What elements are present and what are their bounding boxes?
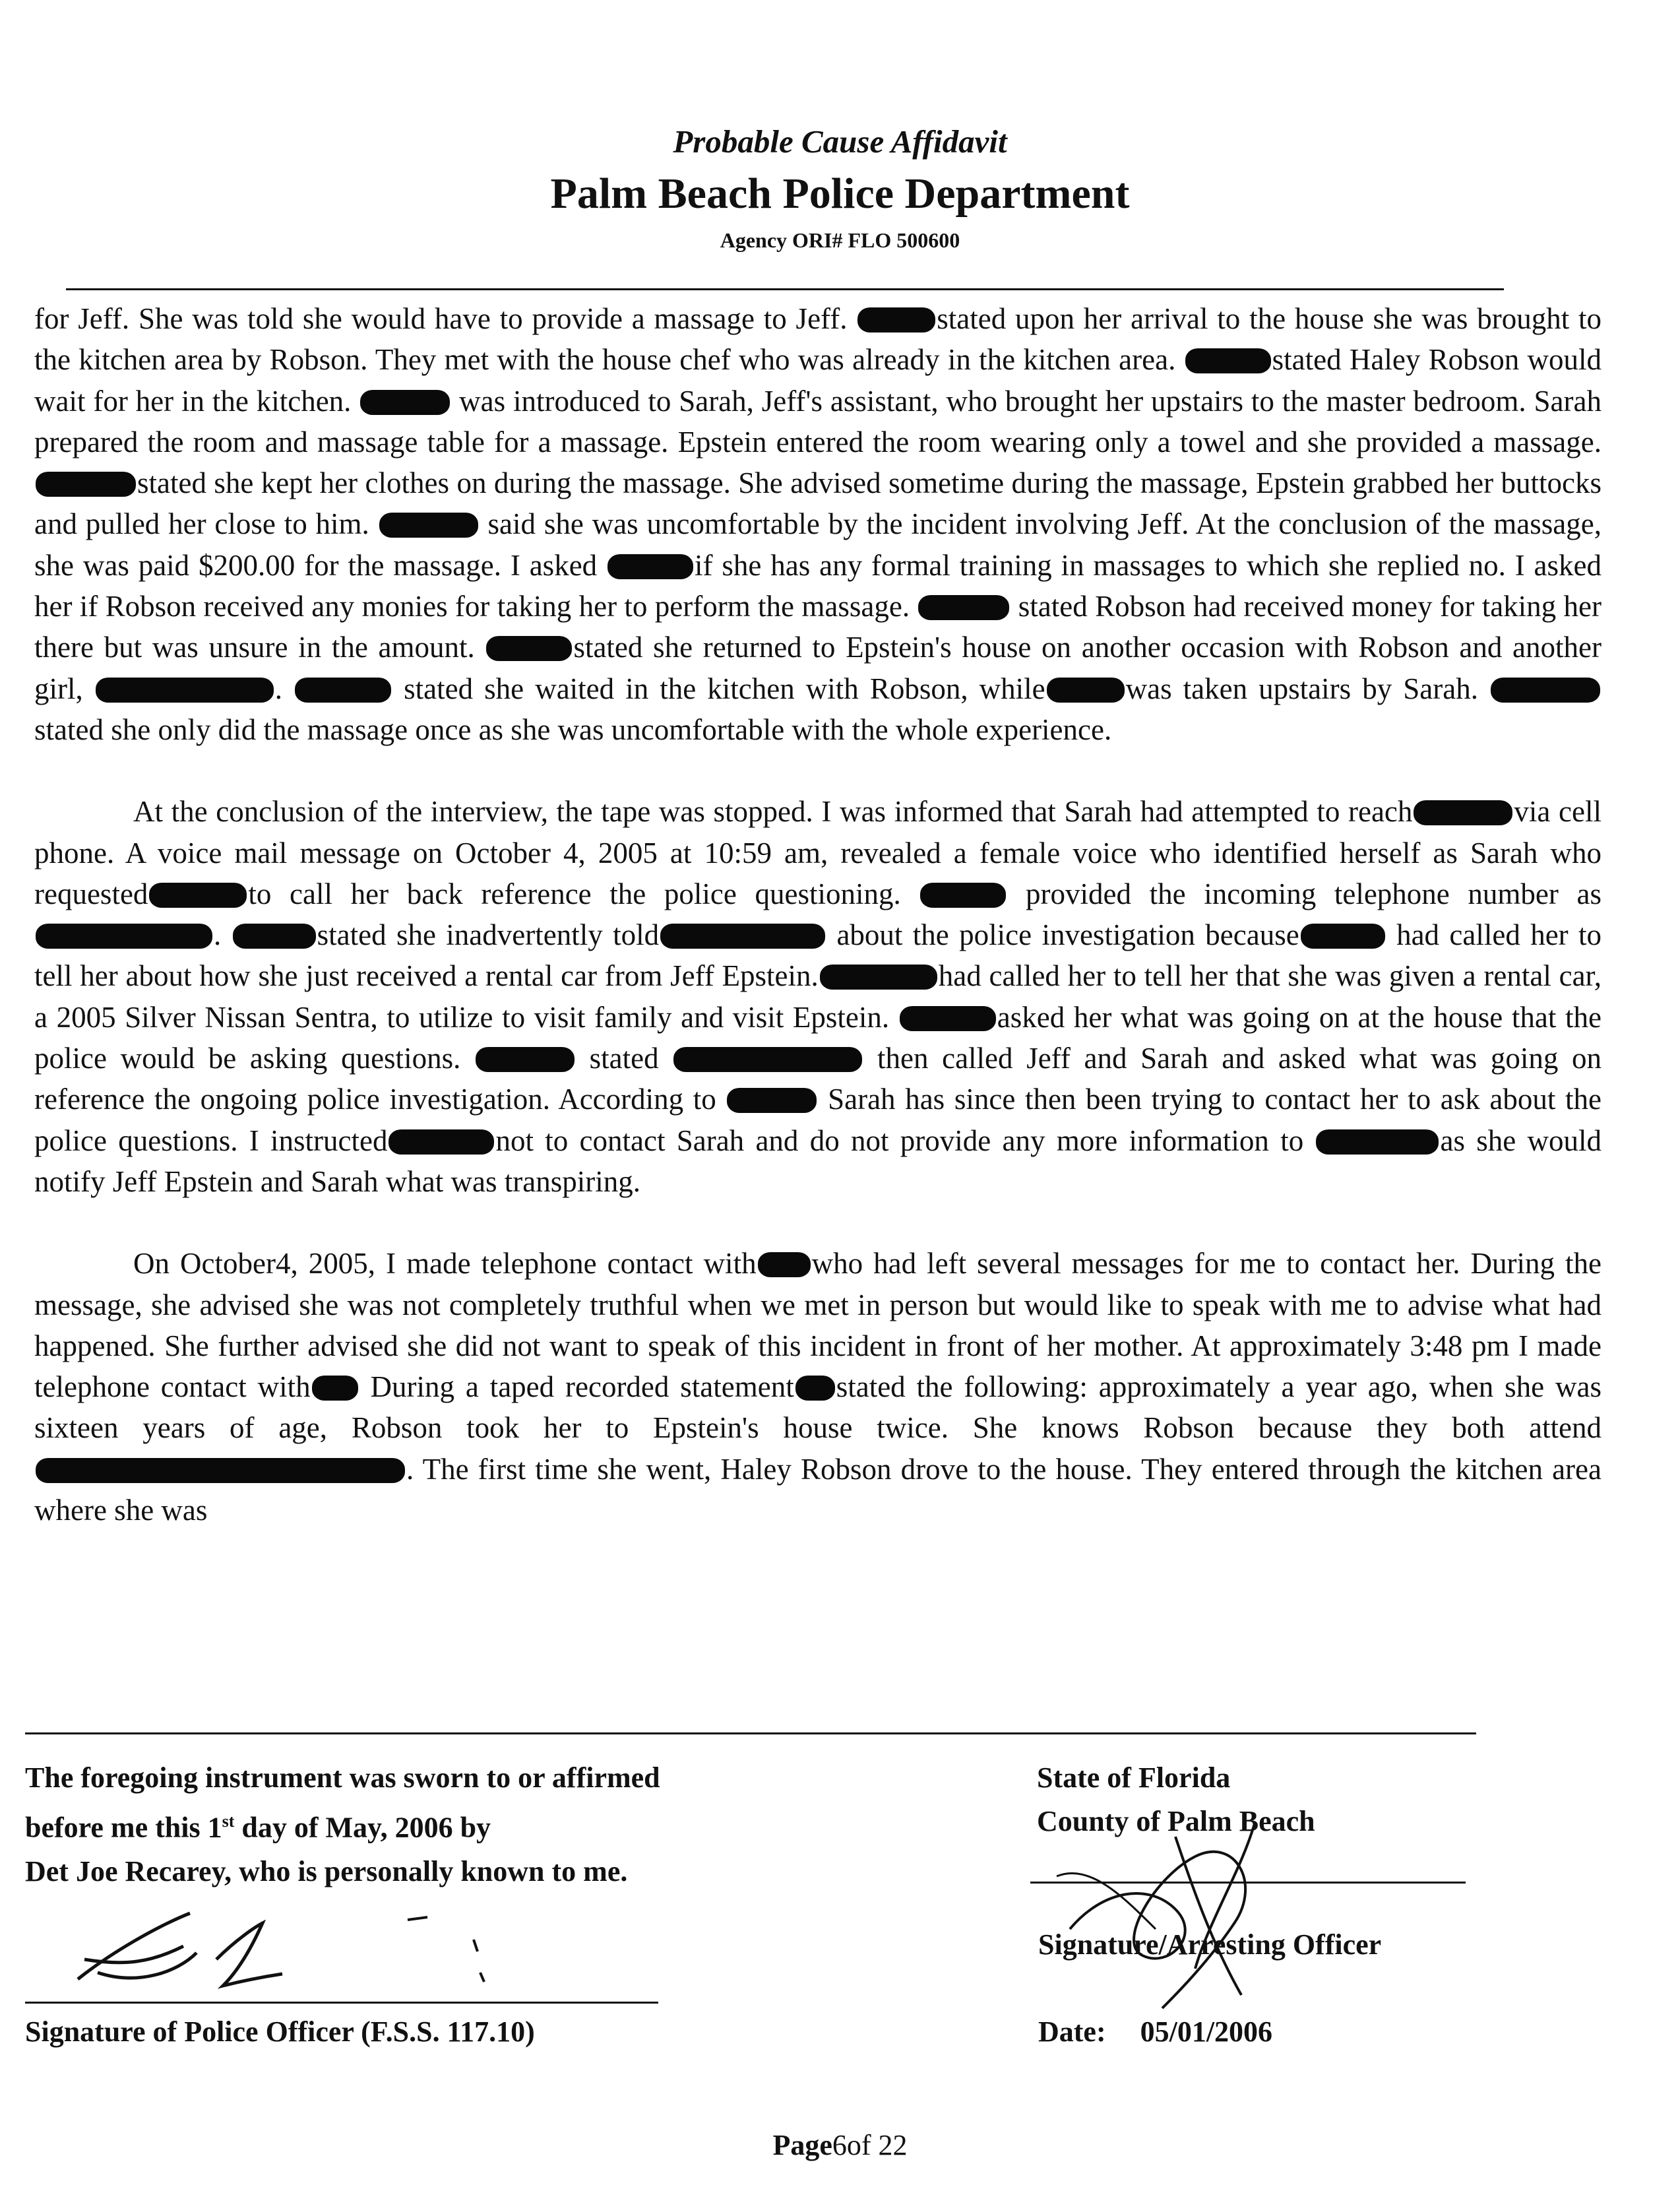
- redaction: [149, 883, 247, 908]
- redaction: [607, 554, 693, 579]
- county-label: County of Palm Beach: [1037, 1805, 1315, 1837]
- paragraph-2: At the conclusion of the interview, the tape was stopped. I was informed that Sarah had attempted to reach via cell phone. A voice mail message on October 4, 2005 at 10:59 am, revealed a female voice who identified herself as Sarah who requested to call her back reference the police questioning. provided the incoming telephone number as. stated she inadvertently told about the police investigation because had called her to tell her about how she just received a rental car from Jeff Epstein. had called her to tell her that she was given a rental car, a 2005 Silver Nissan Sentra, to utilize to visit family and visit Epstein. asked her what was going on at the house that the police would be asking questions. stated then called Jeff and Sarah and asked what was going on reference the ongoing police investigation. According to Sarah has since then been trying to contact her to ask about the police questions. I instructed not to contact Sarah and do not provide any more information to as she would notify Jeff Epstein and Sarah what was transpiring.: [34, 795, 1602, 1198]
- redaction: [727, 1088, 817, 1113]
- redaction: [673, 1047, 862, 1072]
- police-officer-signature: [58, 1900, 520, 1999]
- redaction: [820, 965, 937, 990]
- redaction: [758, 1252, 811, 1277]
- redaction: [1316, 1129, 1439, 1155]
- redaction: [1491, 678, 1600, 703]
- redaction: [918, 595, 1009, 620]
- document-title: Probable Cause Affidavit: [673, 123, 1007, 160]
- redaction: [389, 1129, 494, 1155]
- signature-date: [1038, 2015, 1272, 2048]
- paragraph-1: for Jeff. She was told she would have to provide a massage to Jeff. stated upon her arrival to the house she was brought to the kitchen area by Robson. They met with the house chef who was already in the kitchen area. stated Haley Robson would wait for her in the kitchen. was introduced to Sarah, Jeff's assistant, who brought her upstairs to the master bedroom. Sarah prepared the room and massage table for a massage. Epstein entered the room wearing only a towel and she provided a massage. stated she kept her clothes on during the massage. She advised sometime during the massage, Epstein grabbed her buttocks and pulled her close to him. said she was uncomfortable by the incident involving Jeff. At the conclusion of the massage, she was paid $200.00 for the massage. I asked if she has any formal training in massages to which she replied no. I asked her if Robson received any monies for taking her to perform the massage. stated Robson had received money for taking her there but was unsure in the amount. stated she returned to Epstein's house on another occasion with Robson and another girl, . stated she waited in the kitchen with Robson, while was taken upstairs by Sarah. stated she only did the massage once as she was uncomfortable with the whole experience.: [34, 302, 1602, 746]
- paragraph-3: On October4, 2005, I made telephone contact with who had left several messages for me to contact her. During the message, she advised she was not completely truthful when we met in person but would like to speak with me to advise what had happened. She further advised she did not want to speak of this incident in front of her mother. At approximately 3:48 pm I made telephone contact with During a taped recorded statement stated the following: approximately a year ago, when she was sixteen years of age, Robson took her to Epstein's house twice. She knows Robson because they both attend. The first time she went, Haley Robson drove to the house. They entered through the kitchen area where she was: [34, 1247, 1602, 1527]
- redaction: [312, 1376, 358, 1401]
- redaction: [920, 883, 1006, 908]
- arresting-officer-label: Signature/Arresting Officer: [1038, 1928, 1382, 1961]
- header-divider: [66, 288, 1504, 290]
- redaction: [295, 678, 391, 703]
- police-officer-label: Signature of Police Officer (F.S.S. 117.10): [25, 2015, 535, 2048]
- arresting-officer-signature-line: [1030, 1882, 1466, 1884]
- redaction: [1414, 800, 1512, 825]
- date-value: 05/01/2006: [1140, 2015, 1273, 2048]
- state-label: State of Florida: [1037, 1761, 1231, 1794]
- redaction: [1301, 924, 1385, 949]
- redaction: [360, 390, 450, 415]
- redaction: [36, 1458, 405, 1483]
- page-number: Page6of 22: [772, 2129, 908, 2161]
- redaction: [233, 924, 316, 949]
- affidavit-body: [34, 298, 1602, 1531]
- notary-statement: The foregoing instrument was sworn to or affirmed before me this 1st day of May, 2006 by Det Joe Recarey, who is personally known to me.: [25, 1761, 660, 1887]
- agency-ori: Agency ORI# FLO 500600: [720, 228, 960, 252]
- redaction: [795, 1376, 835, 1401]
- redaction: [36, 472, 136, 497]
- redaction: [900, 1006, 996, 1031]
- police-officer-signature-line: [25, 2002, 658, 2004]
- footer-divider: [25, 1732, 1476, 1734]
- redaction: [36, 924, 212, 949]
- department-name: Palm Beach Police Department: [550, 170, 1130, 218]
- redaction: [476, 1047, 575, 1072]
- redaction: [486, 636, 572, 661]
- arresting-officer-signature: [1043, 1797, 1334, 2015]
- redaction: [1185, 348, 1271, 373]
- redaction: [1047, 678, 1125, 703]
- redaction: [857, 307, 935, 333]
- redaction: [379, 513, 478, 538]
- date-label: Date:: [1038, 2015, 1106, 2048]
- redaction: [660, 924, 825, 949]
- redaction: [96, 678, 274, 703]
